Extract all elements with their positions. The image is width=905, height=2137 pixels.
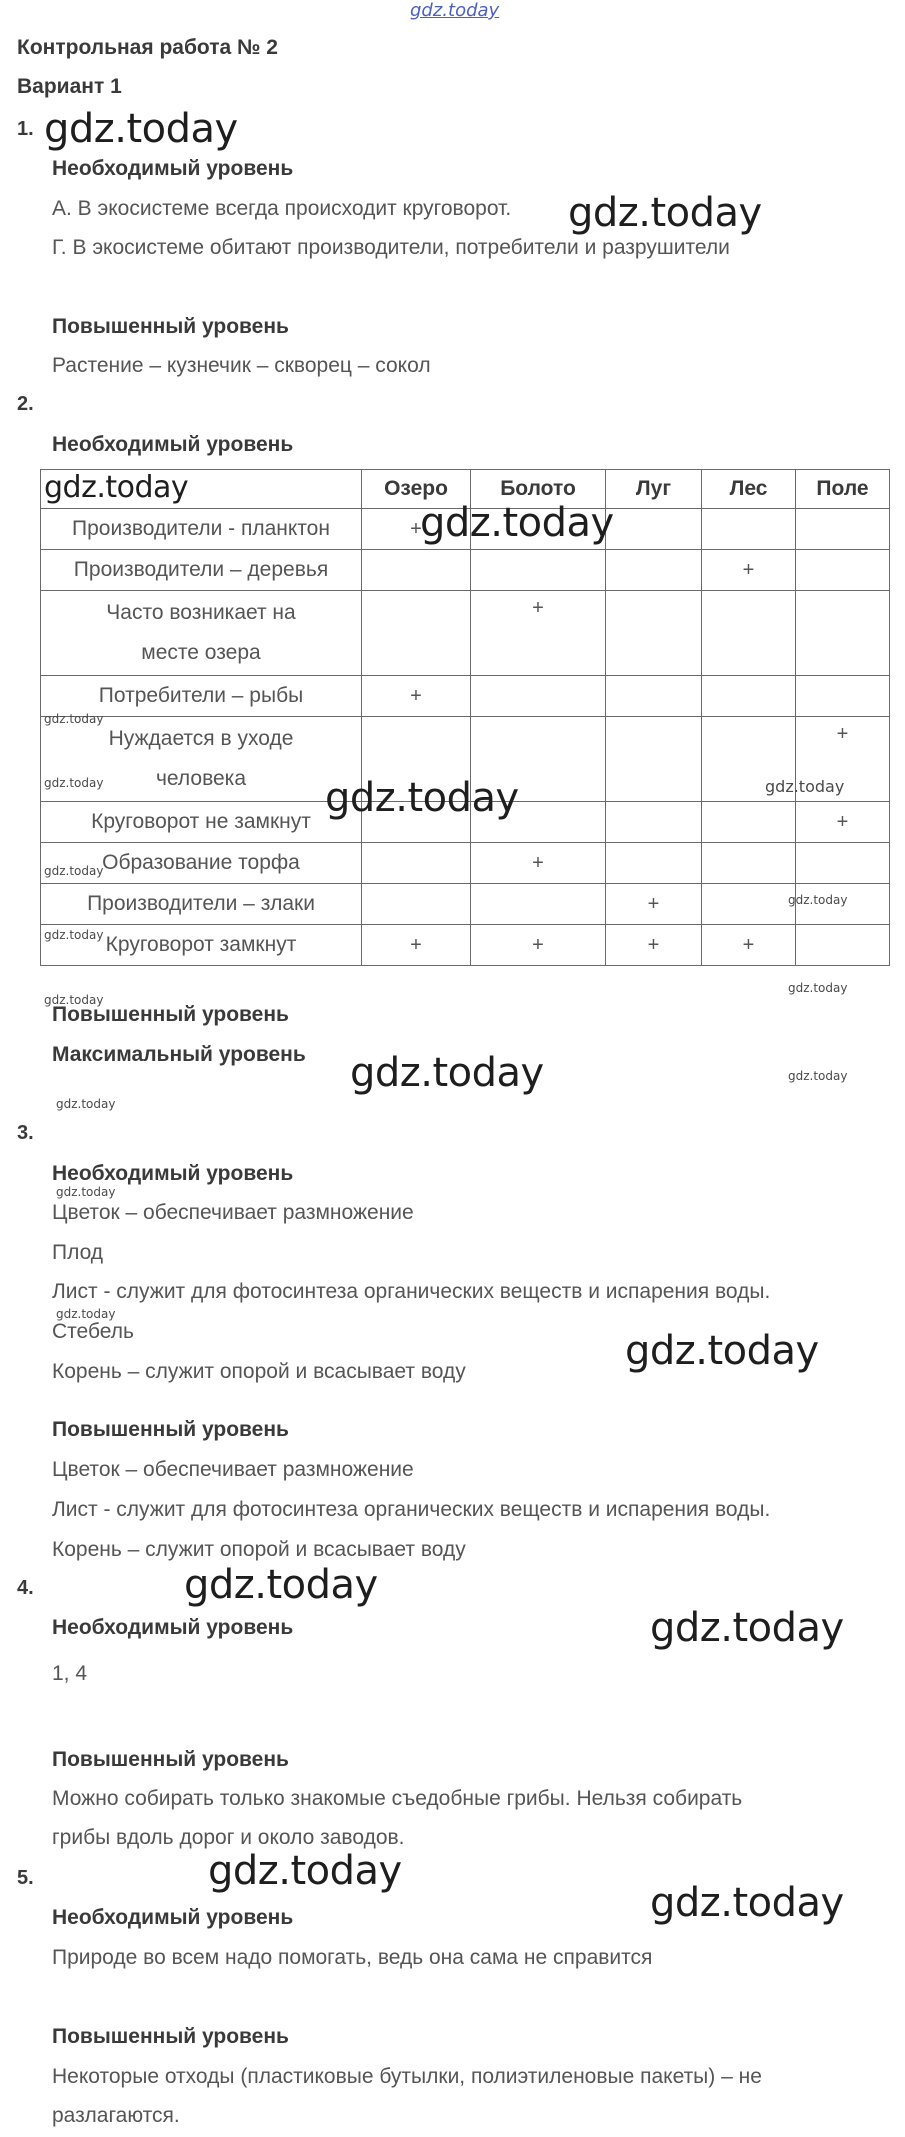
cell-mark: + [362, 509, 471, 550]
task3-basic-line-1: Цветок – обеспечивает размножение [52, 1201, 414, 1224]
table-row [41, 676, 890, 717]
cell-mark [471, 676, 606, 717]
cell-mark: + [702, 925, 796, 966]
task5-basic-line-1: Природе во всем надо помогать, ведь она сама не справится [52, 1946, 653, 1969]
cell-mark [606, 509, 702, 550]
watermark-small: gdz.today [44, 776, 104, 790]
cell-mark [362, 591, 471, 676]
task2-maximum-label: Максимальный уровень [52, 1043, 306, 1066]
row-label: Нуждается в уходе человека [41, 717, 362, 802]
cell-mark [606, 591, 702, 676]
row-label: Производители - планктон [41, 509, 362, 550]
watermark-large: gdz.today [350, 1050, 544, 1096]
cell-mark: + [796, 802, 890, 843]
cell-mark: + [796, 717, 890, 802]
cell-mark [606, 843, 702, 884]
task3-basic-line-3: Лист - служит для фотосинтеза органических веществ и испарения воды. [52, 1280, 771, 1303]
watermark-large: gdz.today [44, 106, 238, 152]
watermark-small: gdz.today [788, 981, 848, 995]
task-number-5: 5. [17, 1867, 34, 1889]
cell-mark: + [606, 925, 702, 966]
cell-mark: + [471, 925, 606, 966]
row-label: Производители – злаки [41, 884, 362, 925]
table-row [41, 591, 890, 676]
task3-advanced-line-3: Корень – служит опорой и всасывает воду [52, 1538, 466, 1561]
task4-advanced-line-1: Можно собирать только знакомые съедобные грибы. Нельзя собирать [52, 1787, 743, 1810]
task3-advanced-line-1: Цветок – обеспечивает размножение [52, 1458, 414, 1481]
task4-basic-line-1: 1, 4 [52, 1662, 88, 1685]
task-number-1: 1. [17, 118, 34, 140]
task3-basic-label: Необходимый уровень [52, 1162, 294, 1185]
task4-advanced-label: Повышенный уровень [52, 1748, 289, 1771]
task5-advanced-line-1: Некоторые отходы (пластиковые бутылки, полиэтиленовые пакеты) – не [52, 2065, 762, 2088]
cell-mark [362, 843, 471, 884]
task-number-4: 4. [17, 1577, 34, 1599]
cell-mark [702, 884, 796, 925]
watermark-small: gdz.today [56, 1185, 116, 1199]
task3-advanced-label: Повышенный уровень [52, 1418, 289, 1441]
task3-basic-line-2: Плод [52, 1241, 104, 1264]
cell-mark [362, 550, 471, 591]
watermark-small: gdz.today [44, 864, 104, 878]
table-header-field: Поле [796, 470, 890, 509]
cell-mark: + [471, 591, 606, 676]
cell-mark [702, 843, 796, 884]
table-row [41, 884, 890, 925]
watermark-small: gdz.today [765, 777, 845, 796]
watermark-large: gdz.today [208, 1848, 402, 1894]
table-row [41, 550, 890, 591]
row-label: Часто возникает на месте озера [41, 591, 362, 676]
cell-mark: + [606, 884, 702, 925]
table-header-swamp: Болото [471, 470, 606, 509]
cell-mark [471, 884, 606, 925]
watermark-small: gdz.today [788, 893, 848, 907]
task-number-3: 3. [17, 1122, 34, 1144]
task1-advanced-label: Повышенный уровень [52, 315, 289, 338]
watermark-small: gdz.today [44, 928, 104, 942]
cell-mark [796, 676, 890, 717]
cell-mark [606, 550, 702, 591]
task1-basic-label: Необходимый уровень [52, 157, 294, 180]
top-watermark-link[interactable]: gdz.today [410, 0, 500, 21]
task3-basic-line-5: Корень – служит опорой и всасывает воду [52, 1360, 466, 1383]
watermark-small: gdz.today [44, 993, 104, 1007]
cell-mark: + [471, 843, 606, 884]
cell-mark: + [362, 925, 471, 966]
task-number-2: 2. [17, 393, 34, 415]
watermark-large: gdz.today [650, 1880, 844, 1926]
task2-advanced-label: Повышенный уровень [52, 1003, 289, 1026]
task4-advanced-line-2: грибы вдоль дорог и около заводов. [52, 1826, 405, 1849]
watermark-small: gdz.today [56, 1097, 116, 1111]
watermark-large: gdz.today [650, 1605, 844, 1651]
cell-mark [702, 509, 796, 550]
watermark-large: gdz.today [420, 500, 614, 546]
cell-mark [796, 591, 890, 676]
variant-title: Вариант 1 [17, 75, 122, 98]
table-row [41, 925, 890, 966]
task5-basic-label: Необходимый уровень [52, 1906, 294, 1929]
row-label: Круговорот не замкнут [41, 802, 362, 843]
task1-advanced-line-1: Растение – кузнечик – скворец – сокол [52, 354, 431, 377]
cell-mark: + [702, 550, 796, 591]
task2-basic-label: Необходимый уровень [52, 433, 294, 456]
cell-mark [702, 802, 796, 843]
table-header-lake: Озеро [362, 470, 471, 509]
table-row [41, 843, 890, 884]
cell-mark [796, 925, 890, 966]
row-label: Потребители – рыбы [41, 676, 362, 717]
task4-basic-label: Необходимый уровень [52, 1616, 294, 1639]
row-label: Образование торфа [41, 843, 362, 884]
cell-mark [796, 509, 890, 550]
cell-mark [606, 676, 702, 717]
row-label: Круговорот замкнут [41, 925, 362, 966]
watermark-small: gdz.today [44, 712, 104, 726]
task1-basic-line-1: А. В экосистеме всегда происходит круговорот. [52, 197, 512, 220]
watermark-large: gdz.today [44, 470, 189, 505]
table-header-meadow: Луг [606, 470, 702, 509]
watermark-large: gdz.today [325, 775, 519, 821]
task3-basic-line-4: Стебель [52, 1320, 134, 1343]
watermark-small: gdz.today [56, 1307, 116, 1321]
cell-mark [471, 550, 606, 591]
row-label: Производители – деревья [41, 550, 362, 591]
page-title: Контрольная работа № 2 [17, 36, 278, 59]
cell-mark [606, 802, 702, 843]
task1-basic-line-2: Г. В экосистеме обитают производители, потребители и разрушители [52, 236, 730, 259]
cell-mark [702, 591, 796, 676]
watermark-large: gdz.today [625, 1328, 819, 1374]
cell-mark [796, 550, 890, 591]
cell-mark [606, 717, 702, 802]
watermark-large: gdz.today [184, 1562, 378, 1608]
cell-mark [796, 843, 890, 884]
cell-mark [362, 884, 471, 925]
task3-advanced-line-2: Лист - служит для фотосинтеза органических веществ и испарения воды. [52, 1498, 771, 1521]
watermark-small: gdz.today [788, 1069, 848, 1083]
table-header-forest: Лес [702, 470, 796, 509]
watermark-large: gdz.today [568, 190, 762, 236]
cell-mark: + [362, 676, 471, 717]
task5-advanced-line-2: разлагаются. [52, 2104, 180, 2127]
task5-advanced-label: Повышенный уровень [52, 2025, 289, 2048]
cell-mark [702, 676, 796, 717]
